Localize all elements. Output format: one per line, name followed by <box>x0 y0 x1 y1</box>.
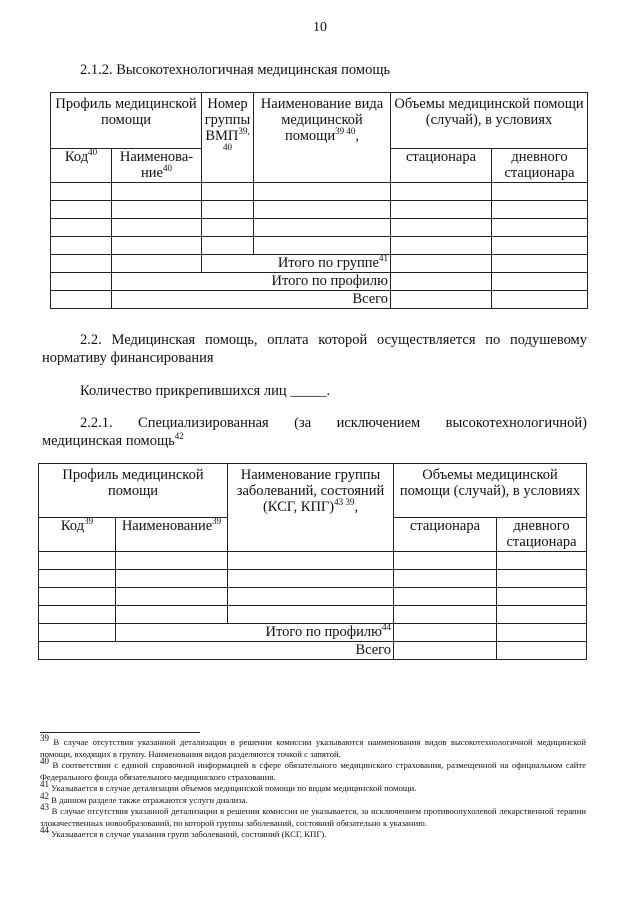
page-number: 10 <box>313 20 327 35</box>
col-profile: Профиль медицинской помощи <box>51 93 202 149</box>
sub-day-hospital: дневного стационара <box>492 149 588 183</box>
section-2-2-text: 2.2. Медицинская помощь, оплата которой осуществляется по подушевому нормативу финансирования <box>42 332 587 366</box>
col-care-type: Наименование вида медицинской помощи$^{39 40}$, <box>254 93 391 183</box>
sub-name: Наименование$^{39}$ <box>116 518 228 552</box>
table-row-total: Всего <box>39 642 587 660</box>
footnote-separator <box>40 732 200 733</box>
footnote-39: $^{39}$ В случае отсутствия указанной детализации в решении комиссии указываются наименования видов высокотехнологичной медицинской помощи, входящих в группу. Наименования видов разделяются точкой с запятой. <box>40 733 586 759</box>
col-volumes: Объемы медицинской помощи (случай), в условиях <box>394 464 587 518</box>
table-row-total-group: Итого по группе$^{41}$ <box>51 255 588 273</box>
section-2-2-1-title: 2.2.1. Специализированная (за исключением высокотехнологичной) медицинская помощь$^{42}$ <box>42 415 587 449</box>
sub-code: Код$^{40}$ <box>51 149 112 183</box>
table-row-total-profile: Итого по профилю <box>51 273 588 291</box>
table-row <box>51 183 588 201</box>
table-row <box>39 606 587 624</box>
specialized-care-table <box>38 463 587 660</box>
footnote-40: $^{40}$ В соответствии с единой справочной информацией в сфере обязательного медицинского страхования, размещенной на официальном сайте Федерального фонда обязательного медицинского страхования. <box>40 756 586 782</box>
sub-name: Наименова-ние$^{40}$ <box>112 149 202 183</box>
footnote-41: $^{41}$ Указывается в случае детализации объемов медицинской помощи по видам медицинской помощи. <box>40 779 417 793</box>
table-row-total: Всего <box>51 291 588 309</box>
hightech-care-table <box>50 92 588 309</box>
sub-code: Код$^{39}$ <box>39 518 116 552</box>
footnotes <box>40 733 587 841</box>
footnote-44: $^{44}$ Указывается в случае указания групп заболеваний, состояний (КСГ, КПГ). <box>40 825 327 839</box>
table-row <box>51 237 588 255</box>
sub-hospital: стационара <box>394 518 497 552</box>
table-row <box>51 219 588 237</box>
col-vmp-group: Номер группы ВМП$^{39, 40}$ <box>202 93 254 183</box>
table-row <box>39 588 587 606</box>
table-row-total-profile: Итого по профилю$^{44}$ <box>39 624 587 642</box>
col-volumes: Объемы медицинской помощи (случай), в условиях <box>391 93 588 149</box>
attached-persons-count: Количество прикрепившихся лиц _____. <box>80 383 331 399</box>
col-profile: Профиль медицинской помощи <box>39 464 228 518</box>
table-row <box>39 570 587 588</box>
section-2-1-2-title: 2.1.2. Высокотехнологичная медицинская помощь <box>80 62 391 78</box>
table-row <box>39 552 587 570</box>
sub-day-hospital: дневного стационара <box>497 518 587 552</box>
col-disease-group: Наименование группы заболеваний, состояний (КСГ, КПГ)$^{43 39}$, <box>228 464 394 552</box>
table-row <box>51 201 588 219</box>
sub-hospital: стационара <box>391 149 492 183</box>
footnote-42: $^{42}$ В данном разделе также отражаются услуги диализа. <box>40 790 248 805</box>
footnote-43: $^{43}$ В случае отсутствия указанной детализации в решении комиссии не указывается, за исключением противоопухолевой лекарственной терапии злокачественных новообразований, по которой группы заболеваний, состояний обязательно к указанию. <box>40 802 587 828</box>
